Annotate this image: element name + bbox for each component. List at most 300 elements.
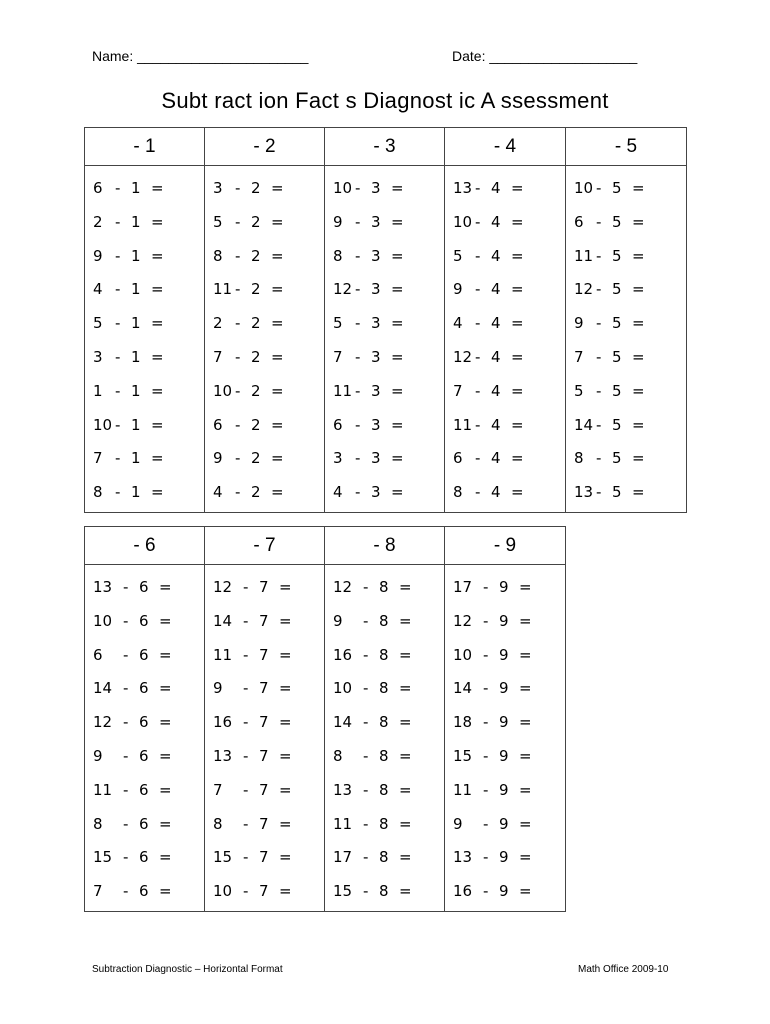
- minus-sign: -: [355, 483, 361, 502]
- subtraction-problem: [453, 174, 565, 208]
- minuend: 9: [93, 246, 103, 265]
- subtraction-problem: [93, 674, 204, 708]
- equals-sign: =: [399, 848, 412, 867]
- minus-sign: -: [235, 179, 241, 197]
- minuend: 6: [574, 212, 584, 231]
- minuend: 11: [93, 780, 113, 799]
- minus-sign: -: [596, 314, 602, 333]
- subtraction-problem: [213, 444, 324, 478]
- minus-sign: -: [243, 780, 249, 799]
- date-field-label: Date: ___________________: [452, 48, 638, 64]
- equals-sign: =: [151, 280, 164, 299]
- subtraction-problem: [93, 478, 204, 512]
- minus-sign: -: [475, 314, 481, 333]
- subtrahend: 4: [491, 415, 501, 434]
- subtrahend: 9: [499, 780, 509, 799]
- minus-sign: -: [123, 645, 129, 664]
- subtrahend: 7: [259, 882, 269, 901]
- subtraction-problem: [333, 708, 444, 742]
- minuend: 9: [453, 814, 463, 833]
- minuend: 7: [213, 347, 223, 366]
- equals-sign: =: [399, 882, 412, 901]
- subtrahend: 1: [131, 347, 141, 366]
- minus-sign: -: [243, 713, 249, 732]
- minus-sign: -: [355, 415, 361, 434]
- minuend: 8: [93, 483, 103, 502]
- subtrahend: 9: [499, 611, 509, 630]
- minus-sign: -: [115, 449, 121, 468]
- column-header: - 6: [85, 527, 205, 565]
- minuend: 12: [453, 347, 473, 366]
- minus-sign: -: [483, 611, 489, 630]
- minuend: 7: [574, 347, 584, 366]
- minuend: 5: [93, 314, 103, 333]
- subtraction-problem: [333, 411, 444, 445]
- subtraction-problem: [93, 843, 204, 877]
- subtrahend: 5: [612, 415, 622, 434]
- subtraction-problem: [453, 242, 565, 276]
- minuend: 7: [93, 449, 103, 468]
- equals-sign: =: [511, 449, 524, 468]
- subtraction-problem: [453, 411, 565, 445]
- equals-sign: =: [159, 713, 172, 732]
- minus-sign: -: [363, 882, 369, 901]
- minuend: 9: [453, 280, 463, 299]
- minus-sign: -: [475, 212, 481, 231]
- subtrahend: 6: [139, 780, 149, 799]
- equals-sign: =: [511, 280, 524, 299]
- minuend: 8: [213, 246, 223, 265]
- minus-sign: -: [596, 246, 602, 265]
- subtrahend: 6: [139, 713, 149, 732]
- problem-column: [205, 565, 325, 912]
- minuend: 12: [93, 713, 113, 732]
- subtraction-problem: [93, 708, 204, 742]
- equals-sign: =: [159, 814, 172, 833]
- subtrahend: 3: [371, 483, 381, 502]
- subtraction-problem: [93, 411, 204, 445]
- equals-sign: =: [271, 314, 284, 333]
- minus-sign: -: [115, 179, 121, 197]
- subtraction-problem: [574, 377, 686, 411]
- equals-sign: =: [519, 746, 532, 765]
- minuend: 8: [574, 449, 584, 468]
- subtraction-problem: [453, 444, 565, 478]
- equals-sign: =: [399, 679, 412, 698]
- equals-sign: =: [511, 381, 524, 400]
- minuend: 10: [333, 179, 353, 197]
- equals-sign: =: [271, 381, 284, 400]
- minuend: 1: [93, 381, 103, 400]
- subtraction-problem: [453, 573, 565, 607]
- subtraction-problem: [333, 573, 444, 607]
- minuend: 9: [213, 449, 223, 468]
- minuend: 8: [333, 746, 343, 765]
- subtrahend: 3: [371, 347, 381, 366]
- minuend: 12: [213, 578, 233, 596]
- minus-sign: -: [363, 645, 369, 664]
- equals-sign: =: [391, 246, 404, 265]
- problem-column: [85, 565, 205, 912]
- subtraction-problem: [453, 877, 565, 911]
- minuend: 7: [93, 882, 103, 901]
- minus-sign: -: [475, 415, 481, 434]
- subtraction-problem: [453, 343, 565, 377]
- minus-sign: -: [115, 381, 121, 400]
- subtrahend: 2: [251, 179, 261, 197]
- subtraction-problem: [213, 309, 324, 343]
- minus-sign: -: [355, 280, 361, 299]
- minuend: 11: [453, 415, 473, 434]
- minuend: 10: [453, 645, 473, 664]
- subtraction-problem: [333, 478, 444, 512]
- equals-sign: =: [399, 780, 412, 799]
- subtrahend: 7: [259, 848, 269, 867]
- minus-sign: -: [596, 212, 602, 231]
- subtrahend: 7: [259, 746, 269, 765]
- minuend: 14: [93, 679, 113, 698]
- subtraction-problem: [574, 208, 686, 242]
- equals-sign: =: [519, 679, 532, 698]
- subtraction-problem: [93, 208, 204, 242]
- column-header: - 1: [85, 128, 205, 166]
- equals-sign: =: [511, 212, 524, 231]
- subtraction-problem: [333, 877, 444, 911]
- minuend: 11: [213, 280, 233, 299]
- subtraction-problem: [213, 208, 324, 242]
- minus-sign: -: [123, 578, 129, 596]
- minus-sign: -: [123, 882, 129, 901]
- subtraction-problem: [333, 377, 444, 411]
- minus-sign: -: [243, 882, 249, 901]
- subtraction-problem: [453, 810, 565, 844]
- footer-right: Math Office 2009-10: [578, 964, 669, 975]
- equals-sign: =: [159, 679, 172, 698]
- subtrahend: 8: [379, 848, 389, 867]
- minus-sign: -: [363, 611, 369, 630]
- minuend: 6: [453, 449, 463, 468]
- minuend: 10: [93, 611, 113, 630]
- minus-sign: -: [123, 611, 129, 630]
- equals-sign: =: [391, 483, 404, 502]
- subtraction-problem: [453, 708, 565, 742]
- subtrahend: 8: [379, 780, 389, 799]
- equals-sign: =: [151, 381, 164, 400]
- minuend: 6: [213, 415, 223, 434]
- minuend: 7: [333, 347, 343, 366]
- subtraction-problem: [574, 411, 686, 445]
- minus-sign: -: [483, 882, 489, 901]
- subtrahend: 5: [612, 246, 622, 265]
- equals-sign: =: [391, 449, 404, 468]
- equals-sign: =: [151, 212, 164, 231]
- subtrahend: 3: [371, 212, 381, 231]
- subtrahend: 2: [251, 280, 261, 299]
- minus-sign: -: [243, 746, 249, 765]
- subtraction-problem: [93, 343, 204, 377]
- subtrahend: 6: [139, 611, 149, 630]
- minuend: 15: [453, 746, 473, 765]
- subtraction-problem: [333, 343, 444, 377]
- minus-sign: -: [355, 347, 361, 366]
- subtraction-problem: [453, 776, 565, 810]
- subtraction-problem: [93, 742, 204, 776]
- subtraction-problem: [93, 776, 204, 810]
- subtrahend: 6: [139, 882, 149, 901]
- minuend: 11: [333, 814, 353, 833]
- minuend: 11: [453, 780, 473, 799]
- minuend: 15: [93, 848, 113, 867]
- equals-sign: =: [271, 280, 284, 299]
- subtrahend: 2: [251, 449, 261, 468]
- minus-sign: -: [475, 179, 481, 197]
- minus-sign: -: [243, 645, 249, 664]
- minus-sign: -: [123, 679, 129, 698]
- subtrahend: 1: [131, 179, 141, 197]
- minus-sign: -: [115, 212, 121, 231]
- equals-sign: =: [519, 848, 532, 867]
- equals-sign: =: [279, 611, 292, 630]
- minuend: 12: [333, 578, 353, 596]
- minus-sign: -: [235, 381, 241, 400]
- subtrahend: 8: [379, 679, 389, 698]
- minuend: 13: [453, 179, 473, 197]
- subtrahend: 9: [499, 578, 509, 596]
- minus-sign: -: [596, 381, 602, 400]
- minus-sign: -: [115, 483, 121, 502]
- equals-sign: =: [519, 578, 532, 596]
- subtrahend: 8: [379, 578, 389, 596]
- subtraction-problem: [574, 444, 686, 478]
- column-header: - 2: [205, 128, 325, 166]
- minus-sign: -: [243, 611, 249, 630]
- subtrahend: 7: [259, 780, 269, 799]
- column-header: - 3: [325, 128, 445, 166]
- subtraction-problem: [333, 309, 444, 343]
- subtrahend: 8: [379, 814, 389, 833]
- equals-sign: =: [391, 381, 404, 400]
- minuend: 11: [213, 645, 233, 664]
- equals-sign: =: [159, 645, 172, 664]
- subtrahend: 2: [251, 381, 261, 400]
- equals-sign: =: [511, 483, 524, 502]
- subtraction-problem: [333, 607, 444, 641]
- minus-sign: -: [363, 780, 369, 799]
- subtraction-problem: [333, 674, 444, 708]
- minuend: 9: [213, 679, 223, 698]
- minuend: 10: [213, 882, 233, 901]
- subtrahend: 7: [259, 645, 269, 664]
- equals-sign: =: [271, 179, 284, 197]
- subtraction-problem: [453, 208, 565, 242]
- subtraction-problem: [333, 843, 444, 877]
- subtraction-problem: [93, 174, 204, 208]
- subtrahend: 2: [251, 246, 261, 265]
- minus-sign: -: [123, 746, 129, 765]
- minus-sign: -: [235, 449, 241, 468]
- equals-sign: =: [151, 347, 164, 366]
- subtrahend: 3: [371, 246, 381, 265]
- minuend: 13: [213, 746, 233, 765]
- minus-sign: -: [363, 746, 369, 765]
- equals-sign: =: [632, 415, 645, 434]
- minuend: 6: [333, 415, 343, 434]
- subtraction-problem: [93, 309, 204, 343]
- equals-sign: =: [279, 578, 292, 596]
- minus-sign: -: [243, 848, 249, 867]
- equals-sign: =: [632, 179, 645, 197]
- minuend: 2: [213, 314, 223, 333]
- minuend: 4: [333, 483, 343, 502]
- subtrahend: 1: [131, 314, 141, 333]
- column-header: - 9: [445, 527, 566, 565]
- equals-sign: =: [391, 280, 404, 299]
- minuend: 7: [453, 381, 463, 400]
- subtraction-problem: [333, 208, 444, 242]
- minuend: 12: [333, 280, 353, 299]
- facts-table-1: [84, 127, 687, 513]
- subtraction-problem: [453, 275, 565, 309]
- subtrahend: 1: [131, 246, 141, 265]
- subtrahend: 4: [491, 347, 501, 366]
- minus-sign: -: [235, 314, 241, 333]
- subtraction-problem: [574, 174, 686, 208]
- minuend: 3: [93, 347, 103, 366]
- minuend: 3: [333, 449, 343, 468]
- subtrahend: 9: [499, 814, 509, 833]
- subtrahend: 7: [259, 679, 269, 698]
- minuend: 5: [213, 212, 223, 231]
- subtraction-problem: [333, 641, 444, 675]
- minuend: 11: [574, 246, 594, 265]
- subtrahend: 4: [491, 381, 501, 400]
- equals-sign: =: [391, 314, 404, 333]
- equals-sign: =: [271, 212, 284, 231]
- minus-sign: -: [123, 780, 129, 799]
- subtraction-problem: [93, 877, 204, 911]
- minuend: 2: [93, 212, 103, 231]
- subtraction-problem: [574, 309, 686, 343]
- equals-sign: =: [511, 246, 524, 265]
- subtraction-problem: [453, 641, 565, 675]
- subtrahend: 1: [131, 449, 141, 468]
- name-field-label: Name: ______________________: [92, 48, 309, 64]
- minus-sign: -: [363, 713, 369, 732]
- subtrahend: 1: [131, 415, 141, 434]
- minuend: 6: [93, 645, 103, 664]
- minus-sign: -: [475, 381, 481, 400]
- equals-sign: =: [151, 179, 164, 197]
- minuend: 4: [93, 280, 103, 299]
- subtraction-problem: [213, 275, 324, 309]
- minus-sign: -: [483, 814, 489, 833]
- subtrahend: 9: [499, 746, 509, 765]
- minuend: 16: [453, 882, 473, 901]
- subtrahend: 4: [491, 314, 501, 333]
- minuend: 13: [333, 780, 353, 799]
- subtrahend: 1: [131, 381, 141, 400]
- subtraction-problem: [213, 641, 324, 675]
- minuend: 18: [453, 713, 473, 732]
- subtrahend: 2: [251, 314, 261, 333]
- minus-sign: -: [235, 212, 241, 231]
- minus-sign: -: [235, 483, 241, 502]
- subtraction-problem: [213, 708, 324, 742]
- subtrahend: 4: [491, 246, 501, 265]
- subtrahend: 5: [612, 212, 622, 231]
- subtrahend: 6: [139, 848, 149, 867]
- subtraction-problem: [333, 742, 444, 776]
- subtrahend: 3: [371, 314, 381, 333]
- equals-sign: =: [271, 415, 284, 434]
- subtrahend: 9: [499, 645, 509, 664]
- equals-sign: =: [399, 578, 412, 596]
- minuend: 9: [93, 746, 103, 765]
- minus-sign: -: [243, 679, 249, 698]
- equals-sign: =: [632, 314, 645, 333]
- subtraction-problem: [213, 242, 324, 276]
- subtraction-problem: [333, 275, 444, 309]
- subtrahend: 2: [251, 483, 261, 502]
- equals-sign: =: [271, 246, 284, 265]
- minus-sign: -: [596, 179, 602, 197]
- minuend: 13: [574, 483, 594, 502]
- subtraction-problem: [93, 242, 204, 276]
- subtrahend: 3: [371, 415, 381, 434]
- minuend: 10: [93, 415, 113, 434]
- minuend: 5: [333, 314, 343, 333]
- minus-sign: -: [483, 746, 489, 765]
- subtraction-problem: [453, 309, 565, 343]
- page-title: Subt ract ion Fact s Diagnost ic A ssessment: [161, 88, 609, 113]
- minuend: 8: [213, 814, 223, 833]
- equals-sign: =: [632, 381, 645, 400]
- subtrahend: 6: [139, 814, 149, 833]
- subtraction-problem: [453, 607, 565, 641]
- subtraction-problem: [213, 478, 324, 512]
- minuend: 14: [574, 415, 594, 434]
- minus-sign: -: [475, 347, 481, 366]
- equals-sign: =: [519, 645, 532, 664]
- subtrahend: 1: [131, 483, 141, 502]
- subtraction-problem: [213, 674, 324, 708]
- minus-sign: -: [235, 415, 241, 434]
- minuend: 10: [574, 179, 594, 197]
- minuend: 5: [453, 246, 463, 265]
- minuend: 5: [574, 381, 584, 400]
- subtrahend: 8: [379, 611, 389, 630]
- minus-sign: -: [596, 280, 602, 299]
- subtrahend: 8: [379, 645, 389, 664]
- subtrahend: 5: [612, 314, 622, 333]
- minus-sign: -: [115, 246, 121, 265]
- minuend: 6: [93, 179, 103, 197]
- equals-sign: =: [399, 746, 412, 765]
- minus-sign: -: [235, 280, 241, 299]
- subtrahend: 2: [251, 347, 261, 366]
- subtraction-problem: [333, 242, 444, 276]
- column-header: - 7: [205, 527, 325, 565]
- minus-sign: -: [243, 578, 249, 596]
- minus-sign: -: [123, 848, 129, 867]
- equals-sign: =: [519, 882, 532, 901]
- minuend: 14: [333, 713, 353, 732]
- problem-column: [85, 166, 205, 513]
- subtrahend: 6: [139, 746, 149, 765]
- minus-sign: -: [475, 449, 481, 468]
- equals-sign: =: [632, 212, 645, 231]
- equals-sign: =: [159, 578, 172, 596]
